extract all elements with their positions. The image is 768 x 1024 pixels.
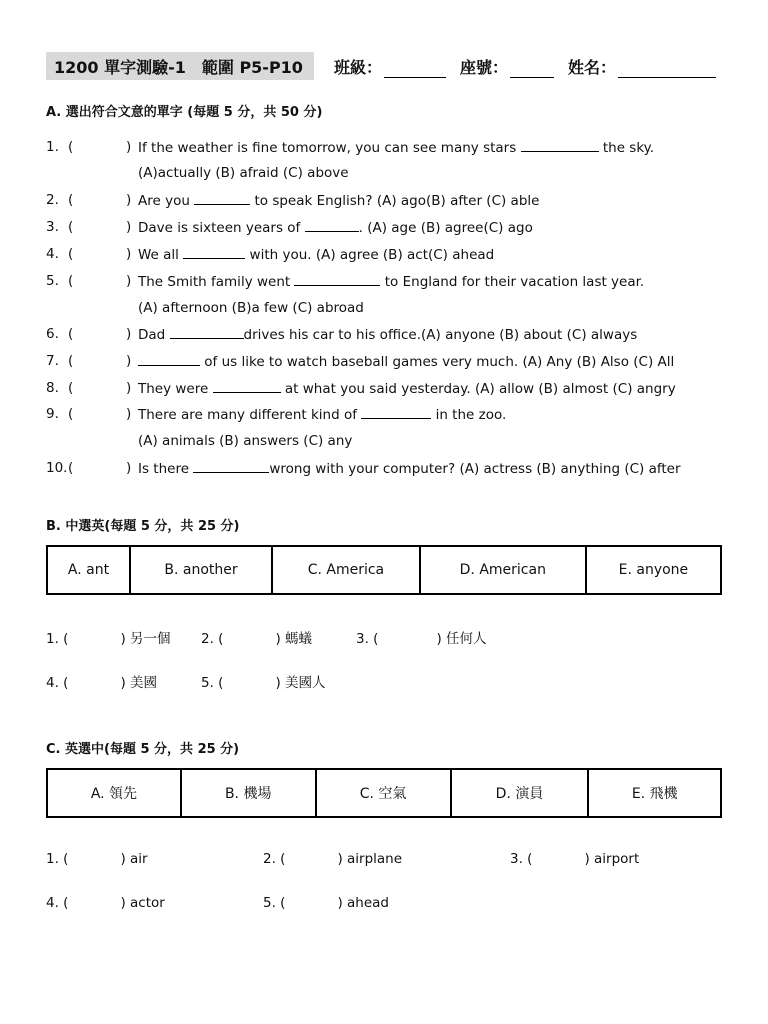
match-item: 1. ( ) 另一個 <box>46 631 171 647</box>
match-item: 2. ( ) airplane <box>263 851 403 867</box>
seat-label: 座號： <box>460 58 509 77</box>
seat-blank[interactable] <box>510 61 554 78</box>
match-item: 5. ( ) ahead <box>263 895 389 911</box>
name-field <box>568 55 716 78</box>
section-c-title: C. 英選中(每題 5 分，共 25 分) <box>46 742 240 757</box>
match-item: 3. ( ) 任何人 <box>356 631 487 647</box>
question-row: 5. ( ) The Smith family went to England for their vacation last year. <box>46 273 645 290</box>
match-item: 5. ( ) 美國人 <box>201 675 326 691</box>
question-number: 7. <box>46 353 59 369</box>
question-options: (A)actually (B) afraid (C) above <box>138 165 349 181</box>
answer-blank[interactable] <box>294 273 380 286</box>
question-text: Are you to speak English? (A) ago(B) after (C) able <box>138 193 540 209</box>
class-blank[interactable] <box>384 61 446 78</box>
question-options-row <box>46 300 726 320</box>
question-text: Is there wrong with your computer? (A) actress (B) anything (C) after <box>138 461 681 477</box>
question-row: 6. ( ) Dad drives his car to his office.(A) anyone (B) about (C) always <box>46 326 638 343</box>
question-row: 3. ( ) Dave is sixteen years of . (A) age (B) agree(C) ago <box>46 219 533 236</box>
option-cell: E. anyone <box>586 546 721 594</box>
question-row <box>46 139 726 159</box>
seat-field <box>460 55 554 78</box>
answer-blank[interactable] <box>213 380 281 393</box>
answer-blank[interactable] <box>138 353 200 366</box>
question-text: There are many different kind of in the zoo. <box>138 407 507 423</box>
section-b-title: B. 中選英(每題 5 分，共 25 分) <box>46 519 240 534</box>
match-item: 4. ( ) actor <box>46 895 165 911</box>
question-number: 8. <box>46 380 59 396</box>
question-text: Dad drives his car to his office.(A) anyone (B) about (C) always <box>138 327 638 343</box>
section-a-title: A. 選出符合文意的單字 (每題 5 分，共 50 分) <box>46 105 323 120</box>
match-item: 3. ( ) airport <box>510 851 640 867</box>
answer-paren-open: ( <box>68 139 74 155</box>
answer-blank[interactable] <box>170 326 244 339</box>
question-options-row <box>46 165 726 185</box>
question-options-row <box>46 433 726 453</box>
question-number: 2. <box>46 192 59 208</box>
question-text: of us like to watch baseball games very much. (A) Any (B) Also (C) All <box>138 353 674 370</box>
question-text: If the weather is fine tomorrow, you can see many stars the sky. <box>138 140 655 156</box>
question-row: 10. ( ) Is there wrong with your computer? (A) actress (B) anything (C) after <box>46 460 681 477</box>
question-text: The Smith family went to England for their vacation last year. <box>138 274 645 290</box>
question-number: 6. <box>46 326 59 342</box>
question-number: 1. <box>46 139 59 155</box>
option-cell: D. American <box>420 546 586 594</box>
question-number: 9. <box>46 406 59 422</box>
question-number: 3. <box>46 219 59 235</box>
option-cell: C. America <box>272 546 420 594</box>
question-options: (A) animals (B) answers (C) any <box>138 433 353 449</box>
question-row: 7. ( ) of us like to watch baseball games very much. (A) Any (B) Also (C) All <box>46 353 675 370</box>
answer-paren-close: ) <box>126 139 132 155</box>
option-cell: B. 機場 <box>181 769 316 817</box>
answer-blank[interactable] <box>361 406 431 419</box>
option-cell: A. 領先 <box>47 769 181 817</box>
name-blank[interactable] <box>618 61 716 78</box>
match-item: 4. ( ) 美國 <box>46 675 158 691</box>
question-row: 9. ( ) There are many different kind of in the zoo. <box>46 406 507 423</box>
page-title: 1200 單字測驗-1 範圍 P5-P10 <box>54 58 303 77</box>
option-cell: B. another <box>130 546 272 594</box>
question-number: 5. <box>46 273 59 289</box>
option-cell: E. 飛機 <box>588 769 721 817</box>
question-row: 2. ( ) Are you to speak English? (A) ago(B) after (C) able <box>46 192 540 209</box>
answer-blank[interactable] <box>183 246 245 259</box>
question-text: We all with you. (A) agree (B) act(C) ahead <box>138 247 495 263</box>
answer-blank[interactable] <box>521 139 599 152</box>
match-item: 2. ( ) 螞蟻 <box>201 631 313 647</box>
section-c-options-table <box>46 768 722 818</box>
question-text: They were at what you said yesterday. (A) allow (B) almost (C) angry <box>138 381 676 397</box>
answer-blank[interactable] <box>305 219 359 232</box>
question-options: (A) afternoon (B)a few (C) abroad <box>138 300 364 316</box>
match-item: 1. ( ) air <box>46 851 148 867</box>
section-b-options-table <box>46 545 722 595</box>
option-cell: D. 演員 <box>451 769 589 817</box>
option-cell: C. 空氣 <box>316 769 451 817</box>
question-number: 10. <box>46 460 68 476</box>
question-number: 4. <box>46 246 59 262</box>
answer-blank[interactable] <box>193 460 269 473</box>
name-label: 姓名： <box>568 58 617 77</box>
class-field <box>334 55 446 78</box>
question-row: 4. ( ) We all with you. (A) agree (B) act(C) ahead <box>46 246 495 263</box>
question-row: 8. ( ) They were at what you said yesterday. (A) allow (B) almost (C) angry <box>46 380 676 397</box>
option-cell: A. ant <box>47 546 130 594</box>
question-text: Dave is sixteen years of . (A) age (B) agree(C) ago <box>138 220 533 236</box>
class-label: 班級： <box>334 58 383 77</box>
answer-blank[interactable] <box>194 192 250 205</box>
